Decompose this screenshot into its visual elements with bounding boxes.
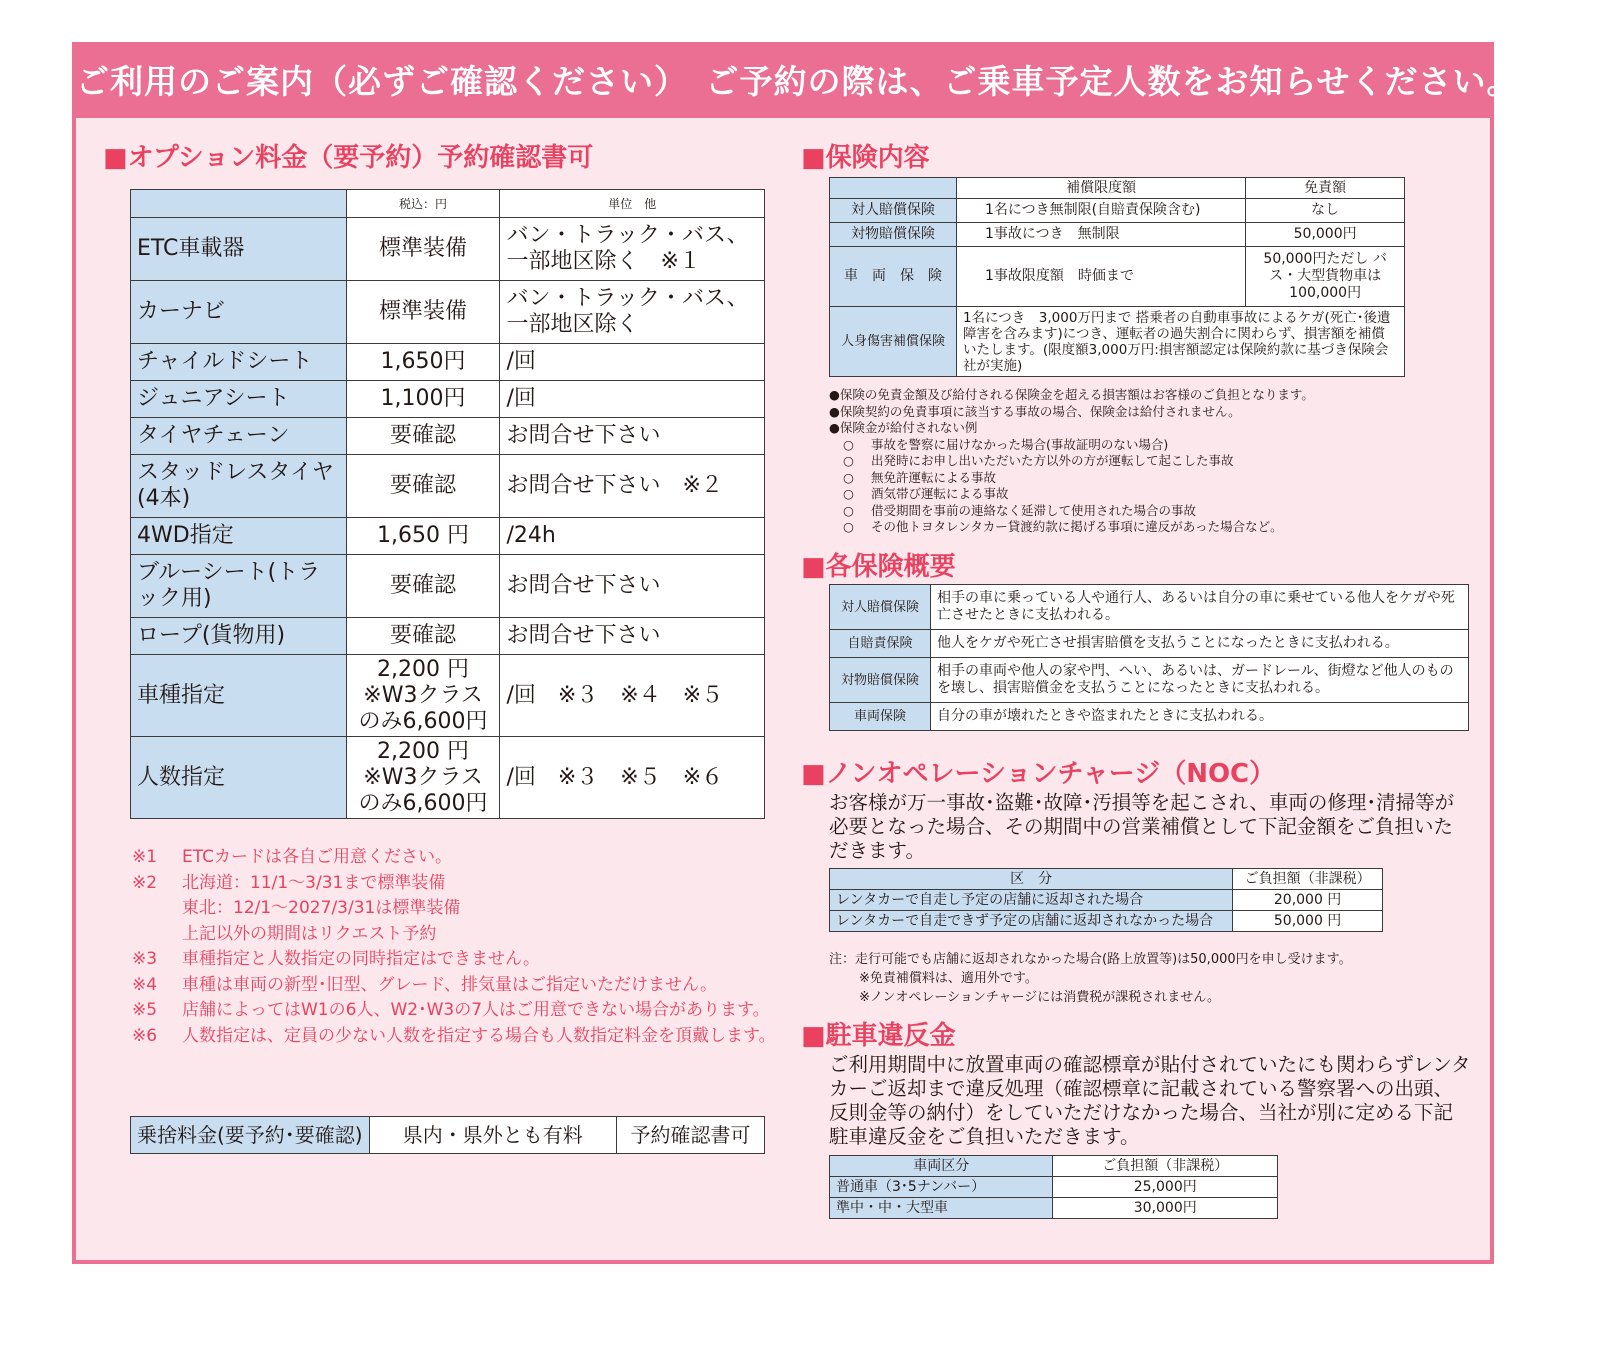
parking-description: ご利用期間中に放置車両の確認標章が貼付されていたにも関わらずレンタカーご返却まで違反処理（確認標章に記載されている警察署への出頭、反則金等の納付）をしていただけなかった場合、当社が別に定める下記駐車違反金をご負担いただきます。 <box>829 1053 1471 1148</box>
option-item: 人数指定 <box>131 737 347 819</box>
noc-note: ※免責補償料は、適用外です。 <box>859 971 1038 986</box>
option-price: 1,650 円 <box>346 518 500 555</box>
insurance-section-title: ■保険内容 <box>801 143 930 173</box>
insurance-note: ●保険金が給付されない例 <box>829 420 978 435</box>
option-notes <box>132 845 782 1049</box>
noc-category: レンタカーで自走し予定の店舗に返却された場合 <box>830 890 1233 911</box>
parking-amount: 25,000円 <box>1053 1177 1278 1198</box>
example-item: ○ 事故を警察に届けなかった場合(事故証明のない場合) <box>843 436 1169 452</box>
example-item: ○ 酒気帯び運転による事故 <box>843 486 1009 501</box>
note-row: 上記以外の期間はリクエスト予約 <box>182 923 437 944</box>
option-unit: /回 ※３ ※５ ※６ <box>500 737 765 819</box>
noc-note: 注：走行可能でも店舗に返却されなかった場合(路上放置等)は50,000円を申し受けます。 <box>829 952 1352 967</box>
option-item: 車種指定 <box>131 655 347 737</box>
option-item: タイヤチェーン <box>131 418 347 455</box>
parking-header-amount: ご負担額（非課税） <box>1053 1156 1278 1177</box>
insurance-deductible: なし <box>1246 199 1405 223</box>
summary-section-title: ■各保険概要 <box>801 552 956 582</box>
insurance-deductible: 50,000円 <box>1246 223 1405 247</box>
option-item: カーナビ <box>131 281 347 344</box>
banner-title: ご利用のご案内（必ずご確認ください） ご予約の際は、ご乗車予定人数をお知らせください。 <box>76 46 1490 118</box>
insurance-name: 車 両 保 険 <box>830 247 957 307</box>
option-unit: /回 <box>500 344 765 381</box>
insurance-limit: 1事故限度額 時価まで <box>956 247 1245 307</box>
noc-amount: 50,000 円 <box>1233 911 1383 932</box>
noc-category: レンタカーで自走できず予定の店舗に返却されなかった場合 <box>830 911 1233 932</box>
insurance-limit: 1名につき 3,000万円まで 搭乗者の自動車事故によるケガ(死亡･後遺障害を含みます)につき、運転者の過失割合に関わらず、損害額を補償いたします。(限度額3,000万円:損害額認定は保険約款に基づき保険会社が実施) <box>956 307 1404 377</box>
option-unit: お問合せ下さい <box>500 555 765 618</box>
insurance-name: 対物賠償保険 <box>830 223 957 247</box>
header-deductible: 免責額 <box>1246 178 1405 199</box>
example-item: ○ 出発時にお申し出いただいた方以外の方が運転して起こした事故 <box>843 453 1234 468</box>
option-price: 1,650円 <box>346 344 500 381</box>
summary-desc: 相手の車両や他人の家や門、へい、あるいは、ガードレール、街燈など他人のものを壊し、損害賠償金を支払うことになったときに支払われる。 <box>931 658 1469 703</box>
parking-table <box>829 1155 1278 1219</box>
insurance-name: 人身傷害補償保険 <box>830 307 957 377</box>
options-section-title: ■オプション料金（要予約）予約確認書可 <box>103 143 594 173</box>
option-price: 標準装備 <box>346 281 500 344</box>
noc-amount: 20,000 円 <box>1233 890 1383 911</box>
example-item: ○ その他トヨタレンタカー貸渡約款に掲げる事項に違反があった場合など。 <box>843 519 1283 534</box>
option-unit: /回 ※３ ※４ ※５ <box>500 655 765 737</box>
summary-desc: 相手の車に乗っている人や通行人、あるいは自分の車に乗せている他人をケガや死亡させたときに支払われる。 <box>931 585 1469 630</box>
option-price: 2,200 円 ※W3クラスのみ6,600円 <box>346 655 500 737</box>
parking-category: 準中・中・大型車 <box>830 1198 1053 1219</box>
insurance-note: ●保険契約の免責事項に該当する事故の場合、保険金は給付されません。 <box>829 403 1241 419</box>
note-row: ※4 車種は車両の新型･旧型、グレード、排気量はご指定いただけません。 <box>132 974 717 995</box>
note-row: ※5 店舗によってはW1の6人、W2･W3の7人はご用意できない場合があります。 <box>132 1000 770 1020</box>
option-price: 2,200 円 ※W3クラスのみ6,600円 <box>346 737 500 819</box>
header-limit: 補償限度額 <box>956 178 1245 199</box>
noc-note: ※ノンオペレーションチャージには消費税が課税されません。 <box>859 990 1220 1005</box>
pickup-value: 県内・県外とも有料 <box>369 1117 616 1154</box>
insurance-note: ●保険の免責金額及び給付される保険金を超える損害額はお客様のご負担となります。 <box>829 387 1314 402</box>
parking-section-title: ■駐車違反金 <box>801 1021 956 1051</box>
option-item: ロープ(貨物用) <box>131 618 347 655</box>
option-item: ブルーシート(トラック用) <box>131 555 347 618</box>
insurance-limit: 1名につき無制限(自賠責保険含む) <box>956 199 1245 223</box>
noc-header-category: 区 分 <box>830 869 1233 890</box>
example-item: ○ 借受期間を事前の連絡なく延滞して使用された場合の事故 <box>843 502 1197 518</box>
option-price: 要確認 <box>346 618 500 655</box>
parking-header-category: 車両区分 <box>830 1156 1053 1177</box>
pickup-label: 乗捨料金(要予約･要確認) <box>131 1117 370 1154</box>
insurance-name: 対人賠償保険 <box>830 199 957 223</box>
pickup-fee-table <box>130 1116 765 1154</box>
option-item: スタッドレスタイヤ(4本) <box>131 455 347 518</box>
option-item: ジュニアシート <box>131 381 347 418</box>
noc-table <box>829 868 1383 932</box>
header-price: 税込：円 <box>346 190 500 218</box>
option-unit: バン・トラック・バス、一部地区除く ※１ <box>500 218 765 281</box>
summary-desc: 他人をケガや死亡させ損害賠償を支払うことになったときに支払われる。 <box>931 630 1469 658</box>
parking-category: 普通車（3･5ナンバー） <box>830 1177 1053 1198</box>
option-unit: /24h <box>500 518 765 555</box>
option-price: 1,100円 <box>346 381 500 418</box>
option-price: 要確認 <box>346 418 500 455</box>
noc-section-title: ■ノンオペレーションチャージ（NOC） <box>801 759 1276 789</box>
noc-description: お客様が万一事故･盗難･故障･汚損等を起こされ、車両の修理･清掃等が必要となった場合、その期間中の営業補償として下記金額をご負担いただきます。 <box>829 791 1455 862</box>
option-price: 標準装備 <box>346 218 500 281</box>
summary-name: 対物賠償保険 <box>830 658 931 703</box>
parking-amount: 30,000円 <box>1053 1198 1278 1219</box>
option-item: 4WD指定 <box>131 518 347 555</box>
option-item: ETC車載器 <box>131 218 347 281</box>
option-price: 要確認 <box>346 455 500 518</box>
summary-name: 車両保険 <box>830 703 931 731</box>
note-row: ※3 車種指定と人数指定の同時指定はできません。 <box>132 949 541 969</box>
insurance-notes <box>829 387 1314 536</box>
noc-notes <box>829 950 1352 1007</box>
summary-name: 自賠責保険 <box>830 630 931 658</box>
header-unit: 単位 他 <box>500 190 765 218</box>
option-price: 要確認 <box>346 555 500 618</box>
note-row: ※1 ETCカードは各自ご用意ください。 <box>132 847 452 867</box>
option-unit: お問合せ下さい <box>500 418 765 455</box>
options-table <box>130 189 765 819</box>
option-unit: バン・トラック・バス、一部地区除く <box>500 281 765 344</box>
summary-table <box>829 584 1469 731</box>
insurance-limit: 1事故につき 無制限 <box>956 223 1245 247</box>
insurance-table <box>829 177 1405 377</box>
pickup-note: 予約確認書可 <box>617 1117 765 1154</box>
note-row: ※6 人数指定は、定員の少ない人数を指定する場合も人数指定料金を頂戴します。 <box>132 1025 776 1046</box>
note-row: 東北：12/1～2027/3/31は標準装備 <box>182 898 461 918</box>
noc-header-amount: ご負担額（非課税） <box>1233 869 1383 890</box>
option-unit: お問合せ下さい ※２ <box>500 455 765 518</box>
example-item: ○ 無免許運転による事故 <box>843 469 997 485</box>
option-unit: /回 <box>500 381 765 418</box>
summary-desc: 自分の車が壊れたときや盗まれたときに支払われる。 <box>931 703 1469 731</box>
option-item: チャイルドシート <box>131 344 347 381</box>
insurance-deductible: 50,000円ただし バス・大型貨物車は 100,000円 <box>1246 247 1405 307</box>
note-row: ※2 北海道：11/1～3/31まで標準装備 <box>132 872 446 893</box>
option-unit: お問合せ下さい <box>500 618 765 655</box>
summary-name: 対人賠償保険 <box>830 585 931 630</box>
